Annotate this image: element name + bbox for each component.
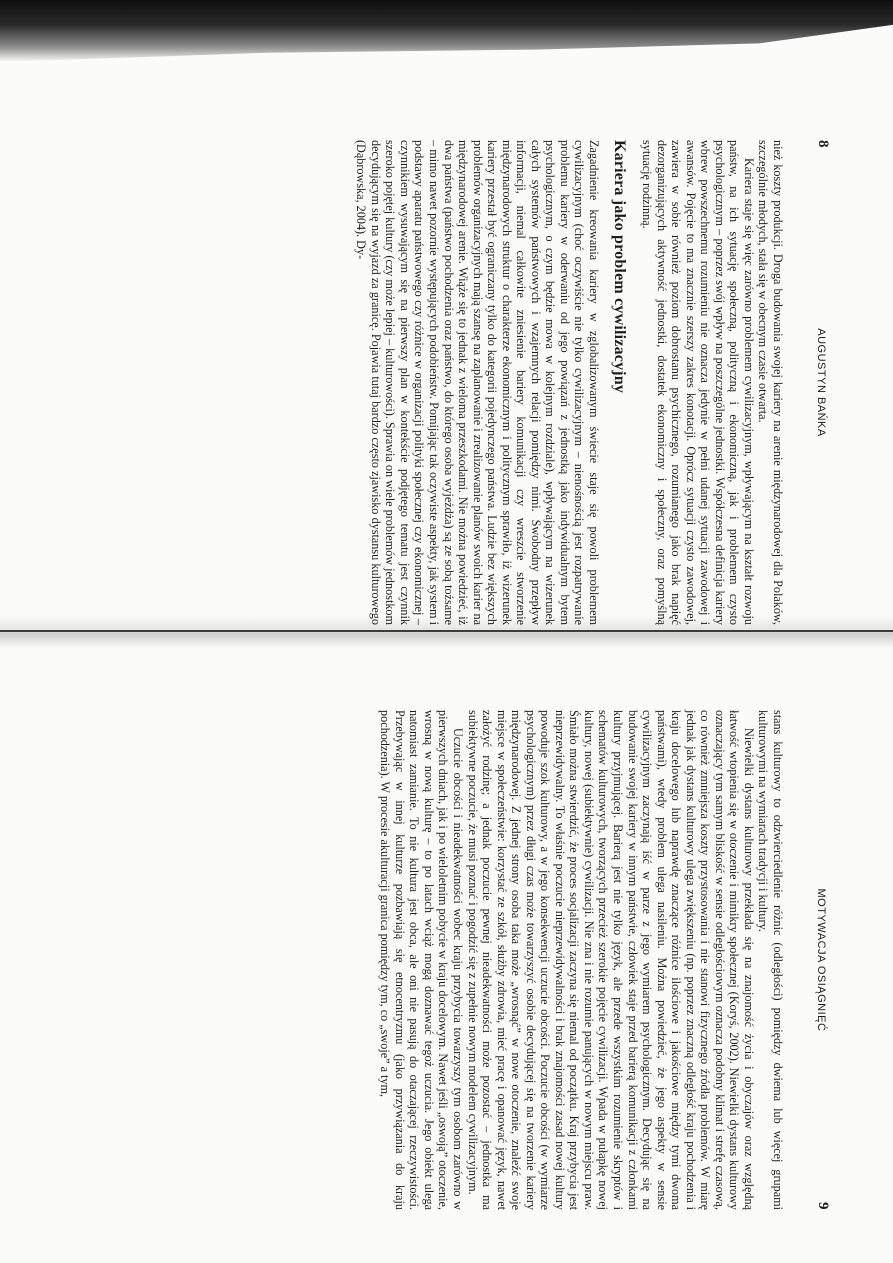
page-9-body: [378, 710, 785, 1210]
page-8: [65, 140, 831, 626]
page-number-9: 9: [815, 1202, 831, 1210]
paragraph: Zagadnienie kreowania kariery w zglobalizowanym świecie staje się powoli problemem cywilizacyjnym (choć oczywiście nie tylko cywilizacyjnym – nienośnością jest rozpatrywanie problemu kariery w oderwaniu od jego powiązań z jednostką jako indywidualnym bytem psychologicznym, o czym będzie mowa w kolejnym rozdziale), wpływającym na wizerunek całych systemów państwowych i wzajemnych relacji pomiędzy nimi. Swobodny przepływ informacji, niemal całkowite zniesienie bariery komunikacji czy wreszcie stworzenie międzynarodowych struktur o charakterze ekonomicznym i politycznym sprawiło, iż wizerunek kariery przestał być ograniczany tylko do kategorii pojedynczego państwa. Ludzie bez większych problemów organizacyjnych mają szansę na zaplanowanie i zrealizowanie planów swoich karier na międzynarodowej arenie. Wiąże się to jednak z wieloma przeszkodami. Nie można powiedzieć, iż dwa państwa (państwo pochodzenia oraz państwo, do którego osoba wyjeżdża) są ze sobą tożsame – mimo nawet pozornie występujących podobieństw. Pomijając tak oczywiste aspekty, jak system i podstawy aparatu państwowego czy różnice w organizacji polityki społecznej czy ekonomicznej – czynnikiem wysuwającym się na pierwszy plan w kontekście podjętego tematu jest czynnik szeroko pojętej kultury (czy może lepiej – kulturowości). Sprawia on wiele problemów jednostkom decydującym się na wyjazd za granicę. Pojawia tutaj bardzo często zjawisko dystansu kulturowego (Dąbrowska, 2004). Dy-: [354, 140, 601, 626]
running-title-author: AUGUSTYN BAŃKA: [815, 328, 827, 437]
gutter-line: [0, 630, 893, 632]
paragraph: Niewielki dystans kulturowy przekłada się na znajomość życia i obyczajów oraz względną łatwość wtopienia się w otoczenie i mimikry społecznej (Koryś, 2002). Niewielki dystans kulturowy oznaczający tym samym bliskość w sensie odległościowym oznacza podobny klimat i strefę czasową, co również zmniejsza koszty przystosowania i nie stanowi fizycznego źródła problemów. W miarę jednak jak dystans kulturowy ulega zwiększeniu (np. poprzez znaczną odległość kraju pochodzenia i kraju docelowego lub naprawdę znaczące różnice ilościowe i jakościowe między tymi dwoma państwami), wtedy problem ulega nasileniu. Można powiedzieć, że jego aspekty w sensie cywilizacyjnym zaczynają iść w parze z jego wymiarem psychologicznym. Decydując się na budowanie swojej kariery w innym państwie, człowiek staje przed barierą komunikacji z członkami kultury przyjmującej. Barierą jest nie tylko język, ale przede wszystkim rozumienie skryptów i schematów kulturowych, tworzących przecież szerokie pojęcie cywilizacji. Wpada w pułapkę nowej kultury, nowej (subiektywnie) cywilizacji. Nie zna i nie rozumie panujących w nowym miejscu praw. Śmiało można stwierdzić, że proces socjalizacji zaczyna się niemal od początku. Kraj przybycia jest nieprzewidywalny. To właśnie poczucie nieprzewidywalności i brak znajomości zasad nowej kultury powoduje szok kulturowy, a w jego konsekwencji uczucie obcości. Poczucie obcości (w wymiarze psychologicznym) przez długi czas może towarzyszyć osobie decydującej się na tworzenie kariery międzynarodowej. Z jednej strony osoba taka może „wrosnąć” w nowe otoczenie, znaleźć swoje miejsce w społeczeństwie: korzystać ze szkół, służby zdrowia, mieć pracę i opanować język, nawet założyć rodzinę; a jednak poczucie pewnej nieadekwatności może pozostać – jednostka ma subiektywne poczucie, że musi poznać i pogodzić się z zupełnie nowym modelem cywilizacyjnym.: [465, 710, 756, 1210]
section-heading: Kariera jako problem cywilizacyjny: [610, 140, 628, 394]
running-title-chapter: MOTYWACJA OSIĄGNIĘĆ: [815, 888, 827, 1032]
page-number-8: 8: [815, 140, 831, 148]
page-9: [65, 710, 831, 1210]
paragraph: Uczucie obcości i nieadekwatności wobec kraju przybycia towarzyszy tym osobom zarówno w pierwszych dniach, jak i po wieloletnim pobycie w kraju docelowym. Nawet jeśli „oswoją” otoczenie, wrosną w nową kulturę – to po latach wciąż mogą doznawać tegoż uczucia. Jego obiekt ulega natomiast zamianie. To nie kultura jest obca, ale oni nie pasują do otaczającej rzeczywistości. Przebywając w innej kulturze pozbawiają się etnocentryzmu (jako przywiązania do kraju pochodzenia). W procesie akulturacji granica pomiędzy tym, co „swoje” a tym,: [378, 710, 465, 1210]
scan-binding-shadow: [0, 0, 893, 62]
paragraph: nież koszty produkcji. Droga budowania swojej kariery na arenie międzynarodowej dla Polaków, szczególnie młodych, stała się w obecnym czasie otwarta.: [756, 140, 785, 625]
paragraph: stans kulturowy to odzwierciedlenie różnic (odległości) pomiędzy dwiema lub więcej grupami kulturowymi na wymiarach tradycji i kultury.: [756, 710, 785, 1210]
page-8-body: [354, 140, 785, 625]
running-head-right: [805, 710, 831, 1210]
paragraph: Kariera staje się więc zarówno problemem cywilizacyjnym, wpływającym na kształt rozwoju państw, na ich sytuację społeczną, polityczną i ekonomiczną, jak i problemem czysto psychologicznym – poprzez swój wpływ na poszczególne jednostki. Współczesna definicja kariery wbrew powszechnemu rozumieniu nie oznacza jedynie w pełni udanej sytuacji zawodowej i awansów. Pojęcie to ma znacznie szerszy zakres konotacji. Oprócz sytuacji czysto zawodowej, zawiera w sobie również poziom dobrostanu psychicznego, rozumianego jako brak napięć dezorganizujących aktywność jednostki, dostatek ekonomiczny i społeczny, oraz pomyślną sytuację rodzinną.: [640, 140, 756, 625]
running-head-left: [805, 140, 831, 625]
